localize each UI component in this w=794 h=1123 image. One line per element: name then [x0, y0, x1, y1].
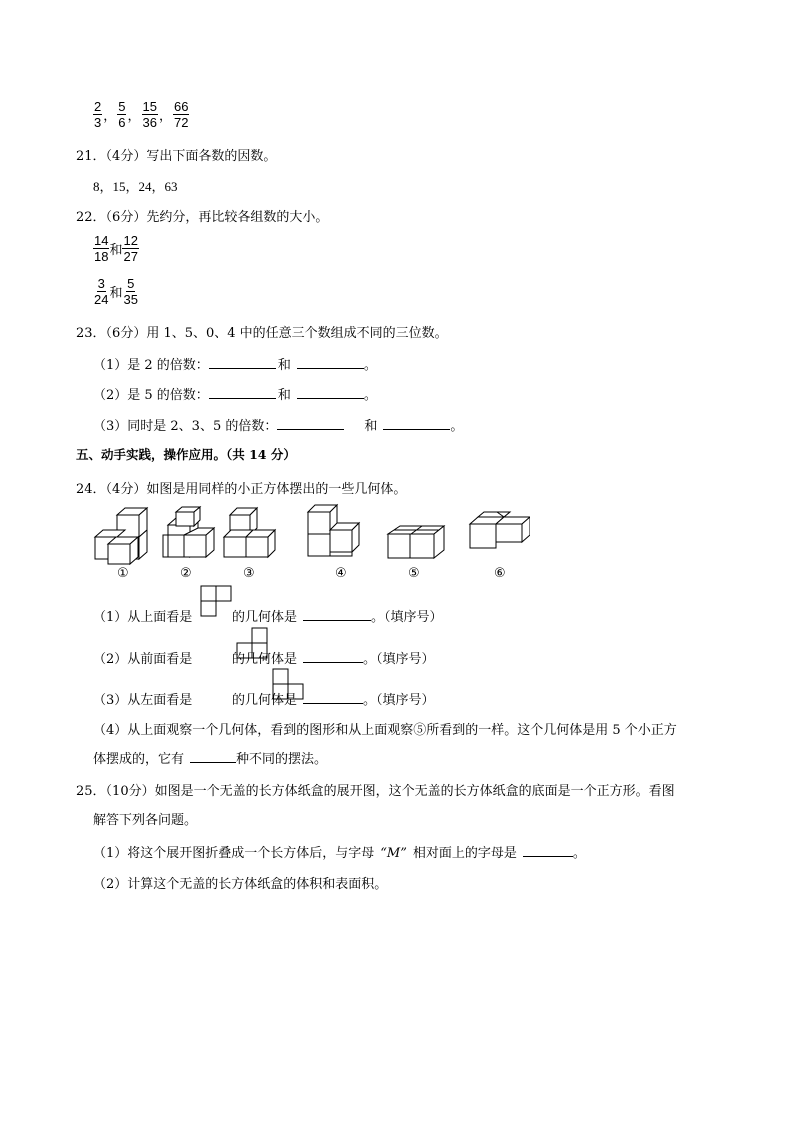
- and-text: 和: [109, 286, 123, 301]
- solids-figure: [90, 500, 530, 585]
- q24-part1: （1）从上面看是: [93, 610, 193, 625]
- q25-title-line1: 25．（10分）如图是一个无盖的长方体纸盒的展开图，这个无盖的长方体纸盒的底面是一个正方形。看图: [76, 784, 675, 799]
- fraction: $\frac{5}{35}$: [123, 276, 138, 307]
- separator: ，: [158, 108, 172, 123]
- fraction: $\frac{3}{24}$: [94, 276, 109, 307]
- answer-blank[interactable]: [303, 619, 371, 621]
- answer-blank[interactable]: [303, 661, 363, 663]
- answer-blank[interactable]: [209, 397, 276, 399]
- answer-blank[interactable]: [277, 428, 344, 430]
- solid-label-4: ④: [335, 566, 347, 581]
- answer-blank[interactable]: [523, 855, 573, 857]
- solid-5: [388, 526, 444, 558]
- q22-pair2: [93, 276, 139, 307]
- q24-part4-line2: 体摆成的，它有 种不同的摆法。: [93, 752, 328, 767]
- fraction: $\frac{12}{27}$: [123, 233, 138, 264]
- answer-blank[interactable]: [297, 397, 364, 399]
- answer-blank[interactable]: [383, 428, 450, 430]
- fraction: $\frac{15}{36}$: [142, 99, 157, 130]
- q24-part4-line1: （4）从上面观察一个几何体，看到的图形和从上面观察⑤所看到的一样。这个几何体是用 5 个小正方: [93, 723, 677, 738]
- top-view-grid-icon: [200, 585, 232, 619]
- fractions-row: [93, 99, 189, 130]
- q24-title: 24．（4分）如图是用同样的小正方体摆出的一些几何体。: [76, 482, 407, 497]
- solid-1: [95, 508, 147, 564]
- fraction: $\frac{5}{6}$: [118, 99, 126, 130]
- q25-title-line2: 解答下列各问题。: [93, 813, 198, 828]
- q24-part2-rest: 的几何体是 。（填序号）: [232, 652, 435, 667]
- solid-6: [470, 512, 530, 548]
- q23-part3: （3）同时是 2、3、5 的倍数： 和 。: [93, 419, 464, 434]
- q23-part1: （1）是 2 的倍数： 和 。: [93, 358, 377, 373]
- answer-blank[interactable]: [303, 702, 363, 704]
- fraction: $\frac{66}{72}$: [173, 99, 189, 130]
- q22-title: 22．（6分）先约分，再比较各组数的大小。: [76, 210, 329, 225]
- solid-2: [163, 507, 214, 557]
- answer-blank[interactable]: [190, 761, 236, 763]
- fraction: $\frac{2}{3}$: [94, 99, 102, 130]
- q25-part1: （1）将这个展开图折叠成一个长方体后，与字母 “M” 相对面上的字母是 。: [93, 846, 586, 861]
- q23-title: 23．（6分）用 1、5、0、4 中的任意三个数组成不同的三位数。: [76, 326, 448, 341]
- answer-blank[interactable]: [297, 367, 364, 369]
- solid-label-3: ③: [243, 566, 255, 581]
- q24-part3: （3）从左面看是: [93, 693, 193, 708]
- answer-blank[interactable]: [209, 367, 276, 369]
- q23-part2: （2）是 5 的倍数： 和 。: [93, 388, 377, 403]
- fraction: $\frac{14}{18}$: [94, 233, 109, 264]
- separator: ，: [127, 108, 141, 123]
- q21-title: 21．（4分）写出下面各数的因数。: [76, 149, 277, 164]
- section-heading: 五、动手实践，操作应用。（共 14 分）: [76, 447, 296, 462]
- q24-part1-rest: 的几何体是 。（填序号）: [232, 610, 443, 625]
- solid-3: [224, 508, 275, 557]
- q24-part3-rest: 的几何体是 。（填序号）: [232, 693, 435, 708]
- q22-pair1: [93, 233, 139, 264]
- solid-4: [308, 505, 359, 556]
- q25-part2: （2）计算这个无盖的长方体纸盒的体积和表面积。: [93, 877, 388, 892]
- separator: ，: [103, 108, 117, 123]
- solid-label-5: ⑤: [408, 566, 420, 581]
- q21-numbers: 8，15，24，63: [93, 179, 178, 194]
- and-text: 和: [109, 243, 123, 258]
- solid-label-2: ②: [180, 566, 192, 581]
- solid-label-6: ⑥: [494, 566, 506, 581]
- solid-label-1: ①: [117, 566, 129, 581]
- q24-part2: （2）从前面看是: [93, 652, 193, 667]
